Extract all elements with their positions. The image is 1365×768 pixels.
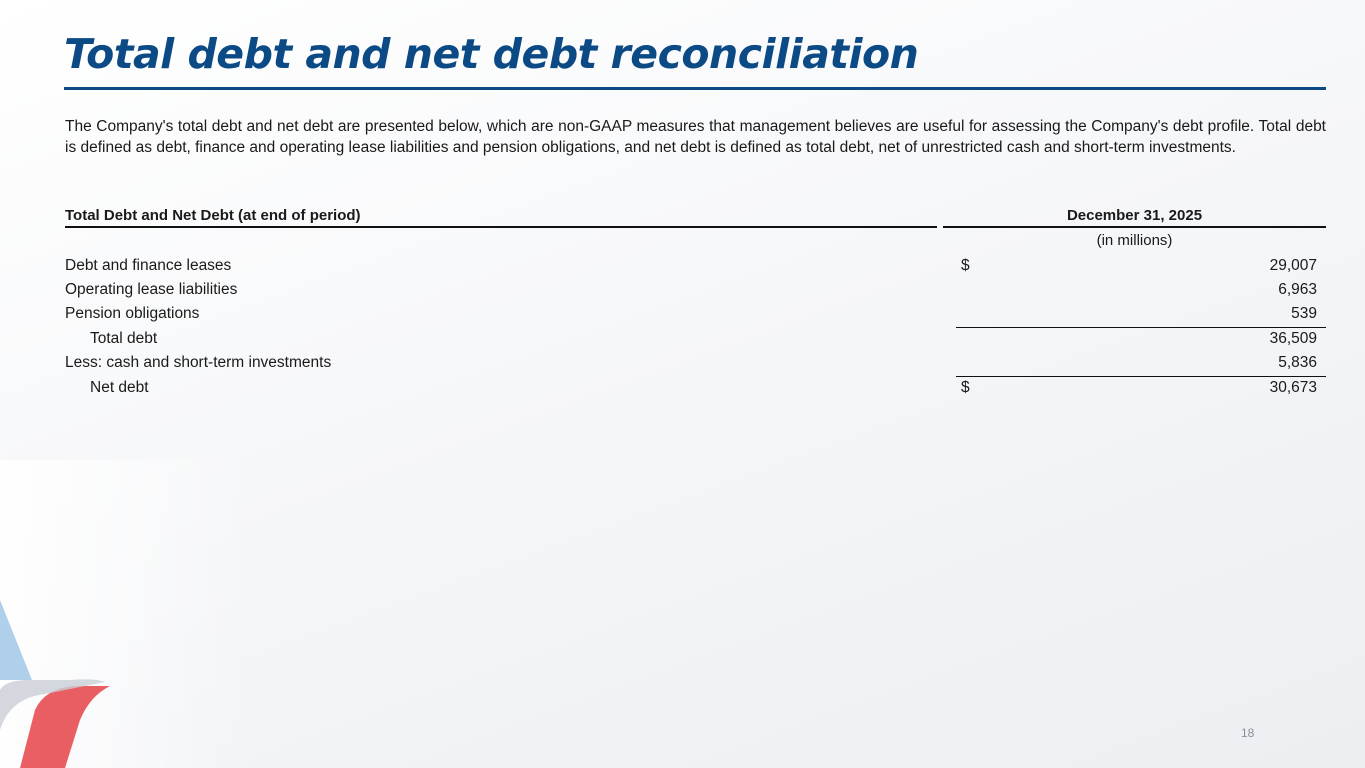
page-number: 18 [1241,726,1255,740]
row-value: 29,007 [1269,257,1317,274]
row-label: Total debt [90,330,158,347]
page-title: Total debt and net debt reconciliation [64,30,919,78]
row-label: Operating lease liabilities [65,281,238,298]
table-row-net-debt [65,376,1326,400]
table-row-total-debt [65,327,1326,351]
row-value: 539 [1291,305,1317,322]
table-header-label: Total Debt and Net Debt (at end of period) [65,207,937,228]
table-row-pension [65,302,1326,326]
table-row-less-cash [65,351,1326,375]
row-currency: $ [961,379,970,396]
row-label: Pension obligations [65,305,200,322]
row-label: Less: cash and short-term investments [65,354,332,371]
logo-blue-stripe [0,600,32,680]
logo-red-stripe [20,686,110,768]
table-row-debt-finance-leases [65,254,1326,278]
airline-logo [0,580,130,768]
table-units: (in millions) [1096,232,1173,249]
row-value: 6,963 [1278,281,1317,298]
table-row-operating-lease [65,278,1326,302]
row-value: 30,673 [1269,379,1317,396]
row-value: 36,509 [1269,330,1317,347]
table-header-period: December 31, 2025 [943,207,1326,228]
title-divider [64,87,1326,90]
row-label: Net debt [90,379,149,396]
row-label: Debt and finance leases [65,257,232,274]
row-currency: $ [961,257,970,274]
row-value: 5,836 [1278,354,1317,371]
intro-paragraph: The Company's total debt and net debt are presented below, which are non-GAAP measures that management believes are useful for assessing the Company's debt profile. Total debt is defined as debt, finance and operating lease liabilities and pension obligations, and net debt is defined as total debt, net of unrestricted cash and short-term investments. [65,118,1326,156]
